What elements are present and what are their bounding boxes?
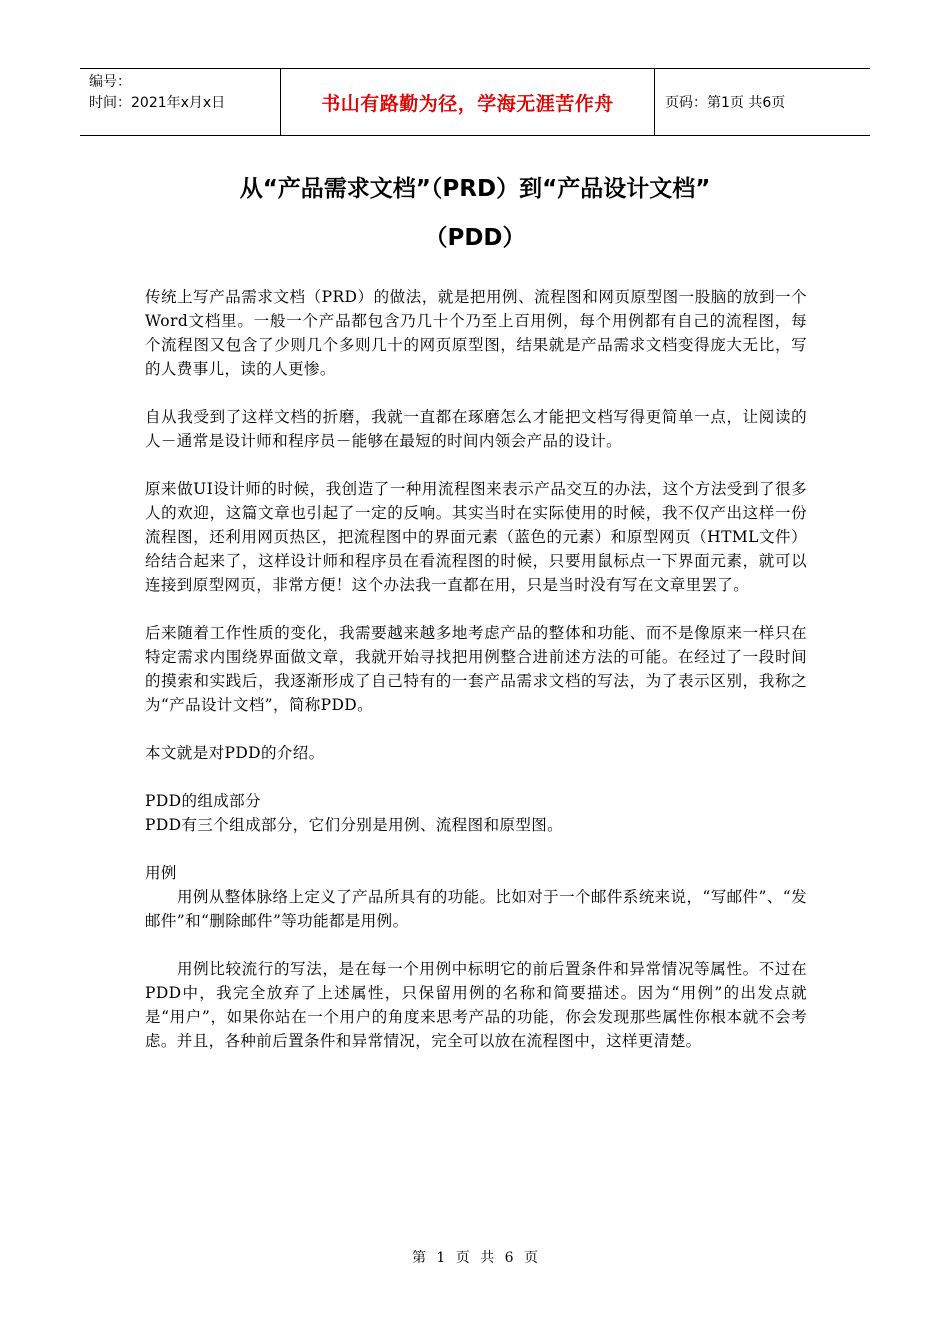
section-heading-use-case: 用例 (145, 864, 177, 882)
paragraph-pdd-origin: 后来随着工作性质的变化，我需要越来越多地考虑产品的整体和功能、而不是像原来一样只在特定需求内围绕界面做文章，我就开始寻找把用例整合进前述方法的可能。在经过了一段时间的摸索和实践后，我逐渐形成了自己特有的一套产品需求文档的写法，为了表示区别，我称之为“产品设计文档”，简称PDD。 (145, 624, 807, 714)
paragraph-intro: 本文就是对PDD的介绍。 (145, 744, 325, 762)
document-number-label: 编号： (89, 74, 131, 90)
paragraph-prd-tradition: 传统上写产品需求文档（PRD）的做法，就是把用例、流程图和网页原型图一股脑的放到一个Word文档里。一般一个产品都包含乃几十个乃至上百用例，每个用例都有自己的流程图，每个流程图又包含了少则几个多则几十的网页原型图，结果就是产品需求文档变得庞大无比，写的人费事儿，读的人更惨。 (145, 288, 807, 378)
page-footer: 第 1 页 共 6 页 (411, 1250, 539, 1266)
header-page-info: 页码：第1页 共6页 (665, 95, 786, 111)
document-header (80, 68, 870, 136)
document-body (145, 285, 807, 1077)
paragraph-ui-flowchart: 原来做UI设计师的时候，我创造了一种用流程图来表示产品交互的办法，这个方法受到了很多人的欢迎，这篇文章也引起了一定的反响。其实当时在实际使用的时候，我不仅产出这样一份流程图，还利用网页热区，把流程图中的界面元素（蓝色的元素）和原型网页（HTML文件）给结合起来了，这样设计师和程序员在看流程图的时候，只要用鼠标点一下界面元素，就可以连接到原型网页，非常方便！这个办法我一直都在用，只是当时没有写在文章里罢了。 (145, 480, 807, 594)
paragraph-simplify-goal: 自从我受到了这样文档的折磨，我就一直都在琢磨怎么才能把文档写得更简单一点，让阅读的人－通常是设计师和程序员－能够在最短的时间内领会产品的设计。 (145, 408, 807, 450)
paragraph-use-case-writing: 用例比较流行的写法，是在每一个用例中标明它的前后置条件和异常情况等属性。不过在PDD中，我完全放弃了上述属性，只保留用例的名称和简要描述。因为“用例”的出发点就是“用户”，如果你站在一个用户的角度来思考产品的功能，你会发现那些属性你根本就不会考虑。并且，各种前后置条件和异常情况，完全可以放在流程图中，这样更清楚。 (145, 960, 807, 1050)
document-title-line-2: （PDD） (424, 225, 526, 251)
paragraph-use-case-definition: 用例从整体脉络上定义了产品所具有的功能。比如对于一个邮件系统来说，“写邮件”、“发邮件”和“删除邮件”等功能都是用例。 (145, 888, 807, 930)
document-title-line-1: 从“产品需求文档”（PRD）到“产品设计文档” (239, 176, 711, 202)
paragraph-pdd-parts: PDD有三个组成部分，它们分别是用例、流程图和原型图。 (145, 816, 564, 834)
header-page-cell (655, 69, 870, 135)
header-meta-cell (80, 69, 281, 135)
document-date-label: 时间：2021年x月x日 (89, 95, 226, 111)
section-heading-pdd-parts: PDD的组成部分 (145, 792, 261, 810)
header-motto-cell (281, 69, 655, 135)
header-motto: 书山有路勤为径，学海无涯苦作舟 (321, 92, 614, 115)
